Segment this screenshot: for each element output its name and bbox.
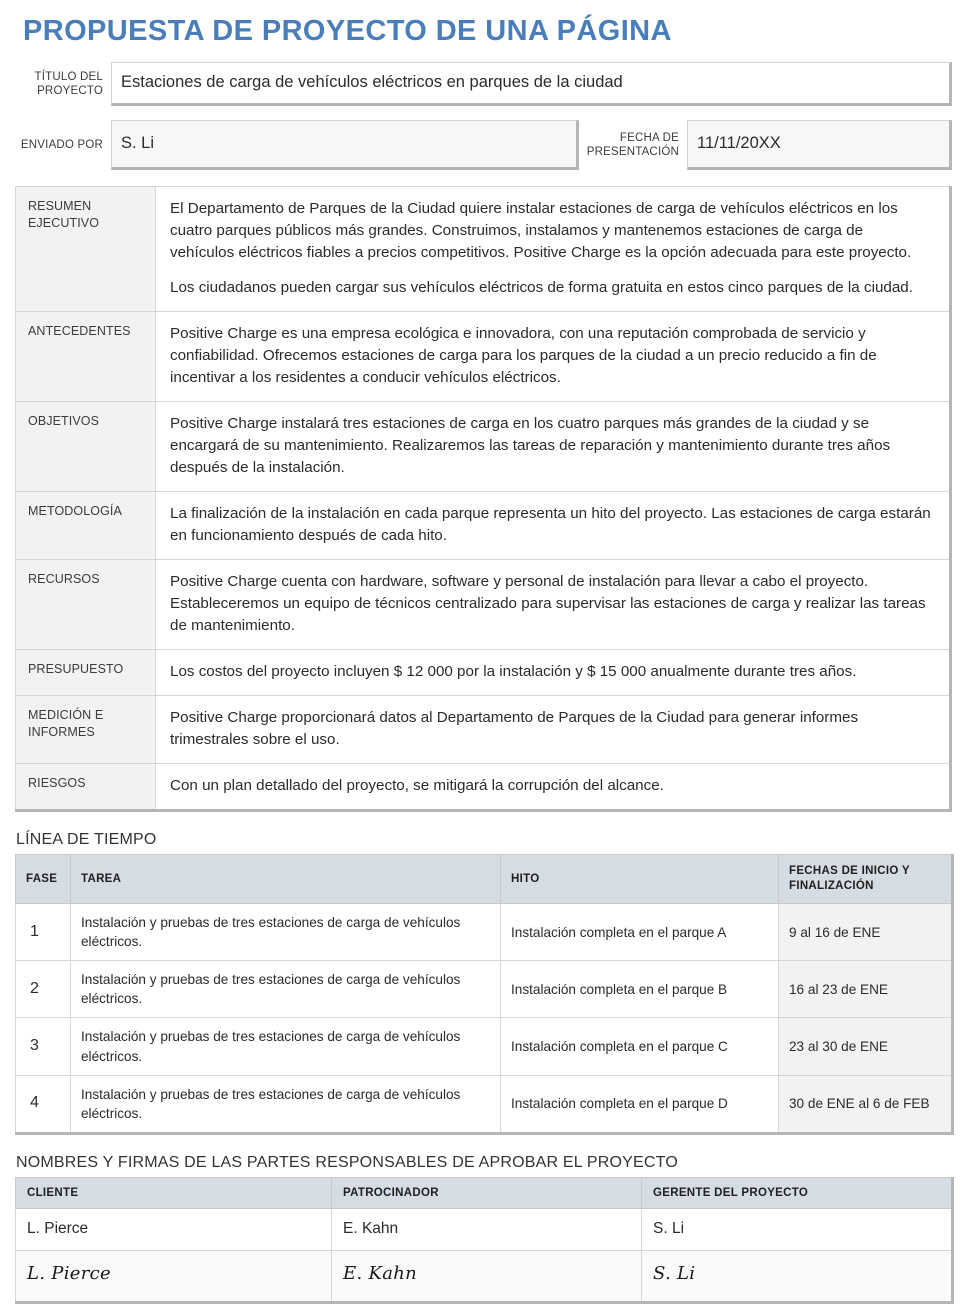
section-body [156,650,951,696]
timeline-table-body [16,904,953,1133]
approver-name-manager[interactable]: S. Li [642,1208,953,1250]
approver-name-sponsor[interactable]: E. Kahn [332,1208,642,1250]
project-title-label: TÍTULO DEL PROYECTO [34,70,103,97]
section-body [156,312,951,402]
signature-sponsor[interactable]: E. Kahn [332,1250,642,1302]
column-header-cliente: CLIENTE [16,1177,332,1208]
cell-milestone: Instalación completa en el parque B [501,961,779,1018]
table-row [16,186,951,311]
section-body [156,560,951,650]
cell-task: Instalación y pruebas de tres estaciones de carga de vehículos eléctricos. [71,904,501,961]
section-paragraph: Positive Charge instalará tres estaciones de carga en los cuatro parques más grandes de la ciudad y se encargará de su mantenimiento. Realizaremos las tareas de reparación y mantenimiento durante tres años después de la instalación. [170,415,891,477]
column-header-gerente: GERENTE DEL PROYECTO [642,1177,953,1208]
cell-dates: 30 de ENE al 6 de FEB [779,1075,953,1133]
timeline-table [15,854,954,1134]
submission-date-field[interactable]: 11/11/20XX [687,120,952,170]
approvals-table-body [16,1208,953,1302]
table-row [16,961,953,1018]
proposal-table [15,186,952,813]
cell-dates: 23 al 30 de ENE [779,1018,953,1075]
cell-milestone: Instalación completa en el parque D [501,1075,779,1133]
cell-phase: 3 [16,1018,71,1075]
approver-name-client[interactable]: L. Pierce [16,1208,332,1250]
section-body [156,696,951,764]
cell-task: Instalación y pruebas de tres estaciones de carga de vehículos eléctricos. [71,961,501,1018]
section-body [156,764,951,811]
submitted-row [15,120,952,170]
section-paragraph: Los costos del proyecto incluyen $ 12 000 por la instalación y $ 15 000 anualmente durante tres años. [170,663,857,681]
document-page [0,15,967,1285]
cell-task: Instalación y pruebas de tres estaciones de carga de vehículos eléctricos. [71,1018,501,1075]
table-row [16,312,951,402]
table-row [16,904,953,961]
table-row [16,696,951,764]
table-row [16,492,951,560]
section-paragraph: Positive Charge es una empresa ecológica e innovadora, con una reputación comprobada de servicio y confiabilidad. Ofrecemos estaciones de carga para los parques de la ciudad a un precio reducido a fin de incentivar a los residentes a conducir vehículos eléctricos. [170,325,877,387]
approvals-table [15,1177,954,1304]
section-paragraph: La finalización de la instalación en cada parque representa un hito del proyecto. Las estaciones de carga estarán en funcionamiento después de cada hito. [170,505,931,545]
timeline-heading: LÍNEA DE TIEMPO [16,831,157,849]
table-row [16,764,951,811]
timeline-table-head [16,855,953,904]
section-body [156,402,951,492]
section-label: METODOLOGÍA [16,492,156,560]
table-row [16,650,951,696]
cell-phase: 2 [16,961,71,1018]
approvals-header-row [16,1177,953,1208]
project-title-row [15,62,952,106]
project-title-field[interactable]: Estaciones de carga de vehículos eléctricos en parques de la ciudad [111,62,952,106]
table-row [16,560,951,650]
column-header-hito: HITO [501,855,779,904]
table-row [16,1250,953,1302]
approvals-table-head [16,1177,953,1208]
section-paragraph: Con un plan detallado del proyecto, se mitigará la corrupción del alcance. [170,777,664,795]
table-row [16,1018,953,1075]
submitted-by-field[interactable]: S. Li [111,120,579,170]
timeline-header-row [16,855,953,904]
column-header-tarea: TAREA [71,855,501,904]
approvals-heading: NOMBRES Y FIRMAS DE LAS PARTES RESPONSABLES DE APROBAR EL PROYECTO [16,1153,678,1171]
signature-manager[interactable]: S. Li [642,1250,953,1302]
proposal-table-body [16,186,951,811]
column-header-patrocinador: PATROCINADOR [332,1177,642,1208]
section-label: RIESGOS [16,764,156,811]
section-label: RESUMEN EJECUTIVO [16,186,156,311]
section-paragraph: Los ciudadanos pueden cargar sus vehículos eléctricos de forma gratuita en estos cinco parques de la ciudad. [170,278,913,296]
table-row [16,1075,953,1133]
section-body [156,186,951,311]
cell-task: Instalación y pruebas de tres estaciones de carga de vehículos eléctricos. [71,1075,501,1133]
cell-phase: 1 [16,904,71,961]
cell-milestone: Instalación completa en el parque A [501,904,779,961]
section-label: RECURSOS [16,560,156,650]
section-label: PRESUPUESTO [16,650,156,696]
section-paragraph: Positive Charge proporcionará datos al Departamento de Parques de la Ciudad para generar informes trimestrales sobre el uso. [170,709,859,749]
cell-milestone: Instalación completa en el parque C [501,1018,779,1075]
cell-dates: 9 al 16 de ENE [779,904,953,961]
cell-phase: 4 [16,1075,71,1133]
section-body [156,492,951,560]
submission-date-label: FECHA DE PRESENTACIÓN [586,131,679,158]
column-header-fechas: FECHAS DE INICIO Y FINALIZACIÓN [779,855,953,904]
page-title: PROPUESTA DE PROYECTO DE UNA PÁGINA [23,15,672,47]
section-label: OBJETIVOS [16,402,156,492]
cell-dates: 16 al 23 de ENE [779,961,953,1018]
section-label: MEDICIÓN E INFORMES [16,696,156,764]
submitted-by-label: ENVIADO POR [20,138,103,151]
table-row [16,1208,953,1250]
table-row [16,402,951,492]
section-paragraph: Positive Charge cuenta con hardware, software y personal de instalación para llevar a cabo el proyecto. Estableceremos un equipo de técnicos centralizado para supervisar las estaciones de carga y realizar las tareas de mantenimiento. [170,573,926,635]
signature-client[interactable]: L. Pierce [16,1250,332,1302]
section-label: ANTECEDENTES [16,312,156,402]
column-header-fase: FASE [16,855,71,904]
section-paragraph: El Departamento de Parques de la Ciudad quiere instalar estaciones de carga de vehículos eléctricos en los cuatro parques públicos más grandes. Construimos, instalamos y mantenemos estaciones de carga de vehículos eléctricos fiables a precios competitivos. Positive Charge es la opción adecuada para este proyecto. [170,199,912,261]
